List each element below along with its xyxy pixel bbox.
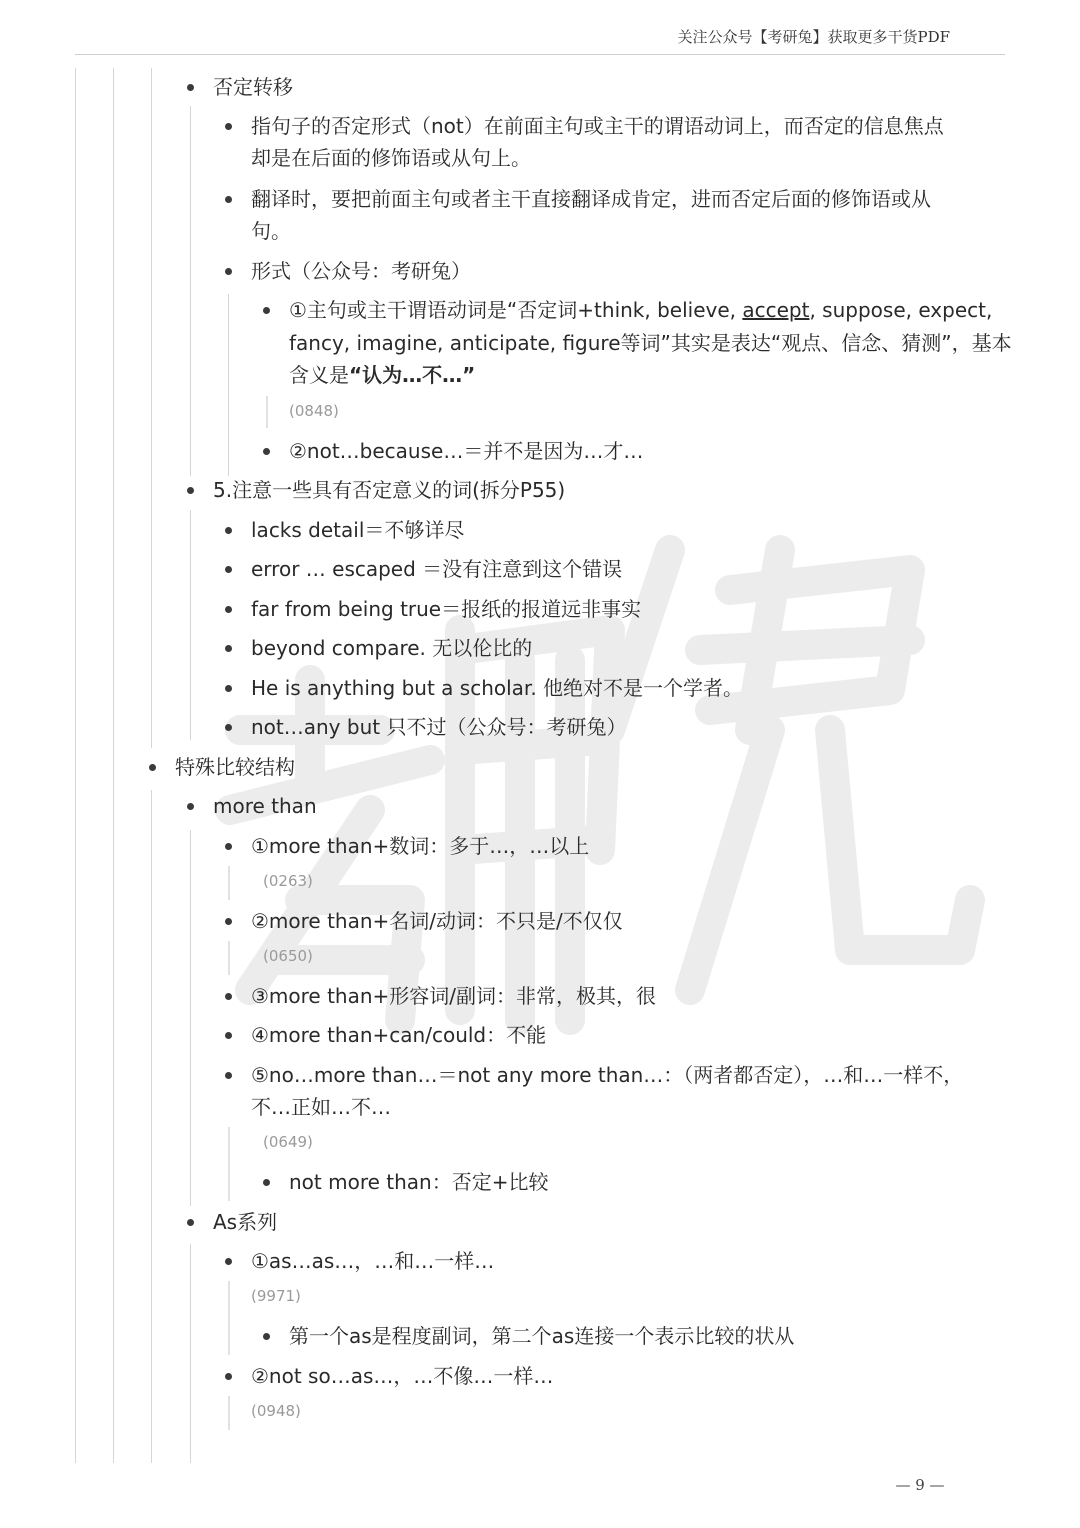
list-item: ②not so…as…，…不像…一样… [251, 1364, 554, 1388]
bullet [225, 645, 232, 652]
list-item: not more than：否定+比较 [289, 1170, 549, 1194]
outline-guide [190, 106, 191, 476]
page-number: — 9 — [895, 1476, 945, 1494]
list-item: As系列 [213, 1210, 278, 1234]
list-item: 否定转移 [213, 75, 293, 99]
bullet [187, 1219, 194, 1226]
bullet [225, 993, 232, 1000]
list-item: 句。 [251, 219, 291, 243]
bullet [225, 1258, 232, 1265]
bullet [263, 307, 270, 314]
bullet [263, 1179, 270, 1186]
list-item: ④more than+can/could：不能 [251, 1023, 547, 1047]
list-item: not…any but 只不过（公众号：考研兔） [251, 715, 627, 739]
list-item: 特殊比较结构 [175, 755, 295, 779]
outline-guide [190, 830, 191, 1206]
list-item: ①more than+数词：多于…，…以上 [251, 834, 590, 858]
list-item: lacks detail＝不够详尽 [251, 518, 465, 542]
bullet [187, 803, 194, 810]
list-item: far from being true＝报纸的报道远非事实 [251, 597, 642, 621]
list-item: 5.注意一些具有否定意义的词(拆分P55) [213, 478, 566, 502]
bullet [225, 268, 232, 275]
text-segment: ①主句或主干谓语动词是“否定词+think, believe, [289, 298, 743, 322]
bullet [225, 196, 232, 203]
list-item: ③more than+形容词/副词：非常，极其，很 [251, 984, 657, 1008]
outline-guide [113, 68, 114, 1463]
reference-number: (9971) [251, 1287, 301, 1305]
reference-bar [228, 941, 230, 975]
reference-number: (0948) [251, 1402, 301, 1420]
list-item: 翻译时，要把前面主句或者主干直接翻译成肯定，进而否定后面的修饰语或从 [251, 187, 931, 211]
bullet [225, 843, 232, 850]
text-segment: , suppose, expect, [809, 298, 993, 322]
header-rule [75, 54, 1005, 55]
list-item [289, 359, 475, 391]
list-item: beyond compare. 无以伦比的 [251, 636, 533, 660]
list-item: ②not…because…＝并不是因为…才… [289, 439, 644, 463]
underlined-word: accept [742, 298, 810, 322]
bullet [225, 123, 232, 130]
list-item: fancy, imagine, anticipate, figure等词”其实是表达“观点、信念、猜测”，基本 [289, 331, 1012, 355]
bullet [263, 1333, 270, 1340]
bullet [187, 487, 194, 494]
bullet [225, 527, 232, 534]
reference-number: (0650) [263, 947, 313, 965]
bullet [225, 1072, 232, 1079]
bold-phrase: “认为…不…” [349, 363, 476, 387]
list-item [289, 294, 992, 326]
list-item: 不…正如…不… [251, 1095, 391, 1119]
reference-number: (0263) [263, 872, 313, 890]
outline-guide [190, 510, 191, 740]
outline-guide [75, 68, 76, 1463]
bullet [187, 84, 194, 91]
reference-number: (0649) [263, 1133, 313, 1151]
list-item: error … escaped ＝没有注意到这个错误 [251, 557, 623, 581]
list-item: 指句子的否定形式（not）在前面主句或主干的谓语动词上，而否定的信息焦点 [251, 114, 944, 138]
bullet [263, 448, 270, 455]
bullet [225, 724, 232, 731]
outline-guide [190, 1244, 191, 1463]
list-item: 却是在后面的修饰语或从句上。 [251, 146, 531, 170]
bullet [149, 764, 156, 771]
bullet [225, 566, 232, 573]
reference-bar [228, 1396, 230, 1430]
list-item: He is anything but a scholar. 他绝对不是一个学者。 [251, 676, 744, 700]
reference-bar [266, 396, 268, 428]
reference-bar [228, 1281, 230, 1355]
outline-guide [151, 790, 152, 1463]
list-item: ②more than+名词/动词：不只是/不仅仅 [251, 909, 623, 933]
bullet [225, 606, 232, 613]
list-item: 形式（公众号：考研兔） [251, 259, 471, 283]
reference-bar [228, 1127, 230, 1201]
list-item: more than [213, 794, 317, 818]
header-note: 关注公众号【考研兔】获取更多干货PDF [677, 28, 950, 46]
outline-guide [151, 68, 152, 748]
list-item: 第一个as是程度副词，第二个as连接一个表示比较的状从 [289, 1324, 795, 1348]
text-segment: 含义是 [289, 363, 349, 387]
outline-guide [228, 294, 229, 476]
reference-bar [228, 866, 230, 900]
reference-number: (0848) [289, 402, 339, 420]
bullet [225, 1032, 232, 1039]
list-item: ⑤no…more than…＝not any more than…：（两者都否定），…和…一样不， [251, 1063, 964, 1087]
bullet [225, 1373, 232, 1380]
bullet [225, 918, 232, 925]
list-item: ①as…as…，…和…一样… [251, 1249, 495, 1273]
bullet [225, 685, 232, 692]
